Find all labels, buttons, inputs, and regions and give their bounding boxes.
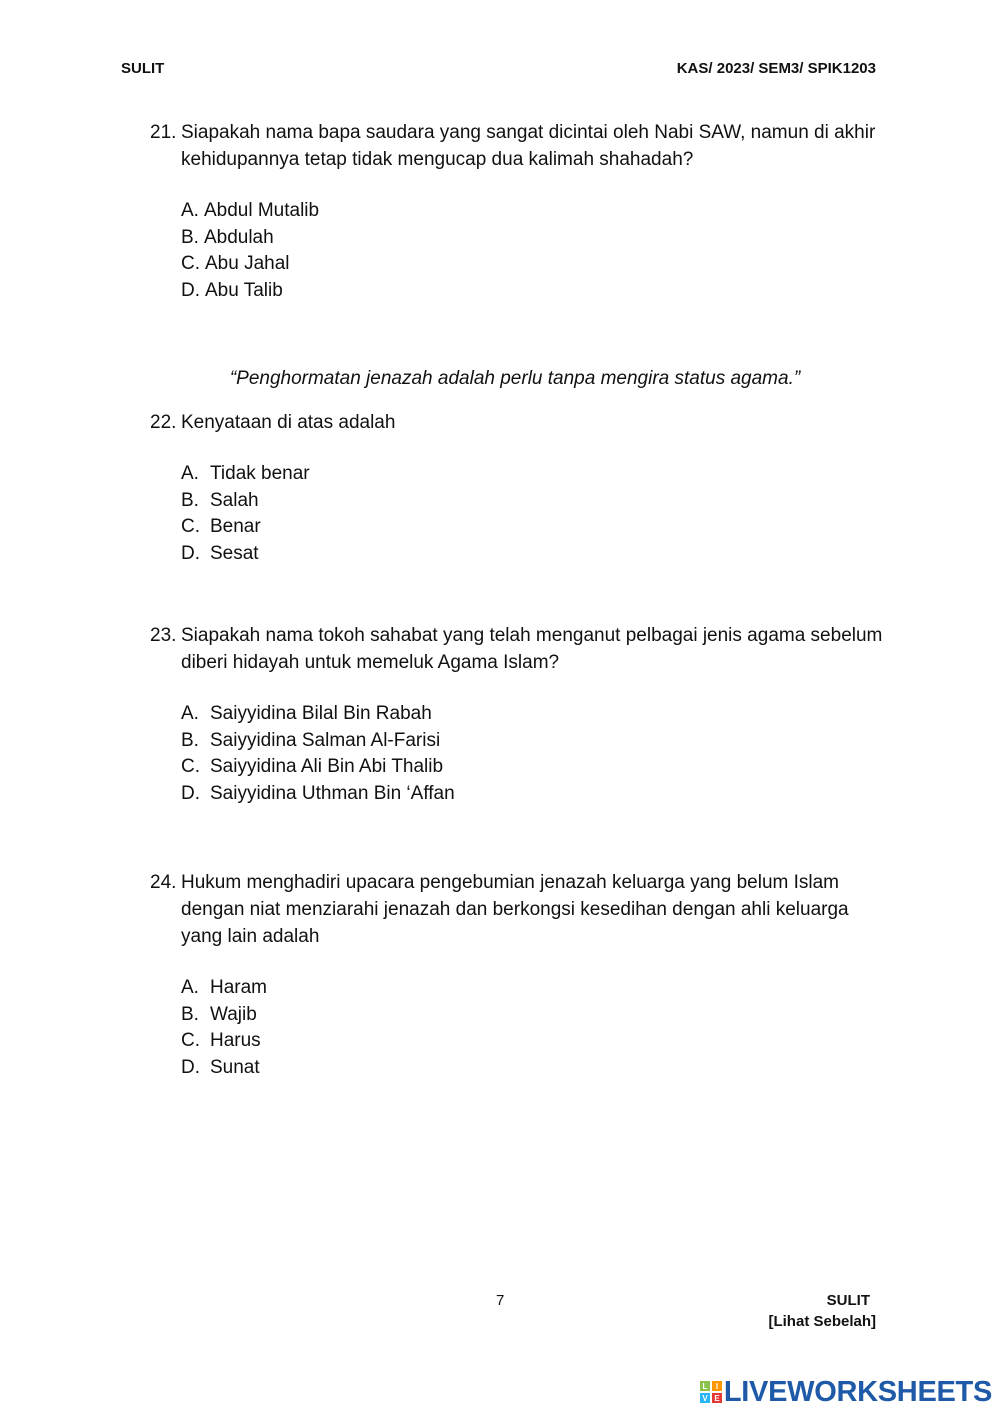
option-text: Salah	[210, 489, 259, 511]
option-letter: B.	[181, 729, 199, 751]
question-23	[150, 622, 890, 808]
question-number: 21.	[150, 122, 177, 143]
option-letter: B.	[181, 1003, 199, 1025]
option-text: Abu Jahal	[205, 253, 290, 275]
option-text: Benar	[210, 516, 261, 538]
option-letter: C.	[181, 1030, 200, 1052]
option-a[interactable]	[181, 461, 890, 488]
option-b[interactable]	[181, 225, 890, 252]
quote-statement: “Penghormatan jenazah adalah perlu tanpa mengira status agama.”	[229, 368, 801, 389]
question-number: 23.	[150, 625, 177, 646]
options-list	[181, 461, 890, 568]
option-letter: C.	[181, 516, 200, 538]
liveworksheets-watermark[interactable]	[700, 1377, 992, 1407]
option-text: Abdulah	[203, 226, 274, 248]
question-text: Siapakah nama bapa saudara yang sangat dicintai oleh Nabi SAW, namun di akhir kehidupannya tetap tidak mengucap dua kalimah shahadah?	[181, 122, 876, 170]
footer-sulit: SULIT	[826, 1292, 870, 1309]
question-22	[150, 409, 890, 568]
header-right: KAS/ 2023/ SEM3/ SPIK1203	[676, 60, 876, 77]
option-c[interactable]	[181, 1028, 890, 1055]
option-letter: B.	[181, 489, 199, 511]
option-d[interactable]	[181, 541, 890, 568]
option-a[interactable]	[181, 198, 890, 225]
option-b[interactable]	[181, 1002, 890, 1029]
options-list	[181, 975, 890, 1082]
option-letter: D.	[181, 280, 200, 302]
liveworksheets-wordmark: LIVEWORKSHEETS	[723, 1375, 992, 1408]
svg-text:V: V	[702, 1394, 708, 1403]
option-b[interactable]	[181, 728, 890, 755]
option-d[interactable]	[181, 278, 890, 305]
header-left: SULIT	[121, 60, 165, 77]
footer-lihat-sebelah: [Lihat Sebelah]	[768, 1313, 876, 1330]
option-c[interactable]	[181, 514, 890, 541]
option-b[interactable]	[181, 488, 890, 515]
question-21	[150, 119, 890, 305]
option-a[interactable]	[181, 975, 890, 1002]
option-text: Haram	[210, 977, 268, 998]
option-text: Saiyyidina Uthman Bin ‘Affan	[210, 783, 455, 805]
option-text: Saiyyidina Ali Bin Abi Thalib	[210, 756, 444, 778]
question-24	[150, 869, 890, 1082]
option-letter: D.	[181, 783, 200, 805]
option-letter: B.	[181, 226, 199, 248]
option-c[interactable]	[181, 754, 890, 781]
option-text: Sesat	[210, 543, 259, 565]
option-text: Wajib	[210, 1003, 257, 1025]
option-letter: A.	[181, 703, 199, 724]
option-letter: A.	[181, 200, 199, 221]
option-d[interactable]	[181, 781, 890, 808]
option-text: Sunat	[210, 1057, 260, 1079]
option-text: Saiyyidina Salman Al-Farisi	[210, 729, 441, 751]
question-text: Kenyataan di atas adalah	[181, 412, 396, 433]
option-text: Harus	[210, 1030, 261, 1052]
question-text: Siapakah nama tokoh sahabat yang telah menganut pelbagai jenis agama sebelum diberi hidayah untuk memeluk Agama Islam?	[181, 625, 883, 673]
svg-text:I: I	[715, 1382, 719, 1391]
option-letter: A.	[181, 463, 199, 484]
option-letter: D.	[181, 543, 200, 565]
question-text: Hukum menghadiri upacara pengebumian jenazah keluarga yang belum Islam dengan niat menziarahi jenazah dan berkongsi kesedihan dengan ahli keluarga yang lain adalah	[181, 872, 849, 947]
option-a[interactable]	[181, 701, 890, 728]
option-text: Saiyyidina Bilal Bin Rabah	[210, 703, 432, 724]
option-letter: A.	[181, 977, 199, 998]
option-c[interactable]	[181, 251, 890, 278]
options-list	[181, 198, 890, 305]
page-number: 7	[496, 1292, 505, 1309]
option-letter: C.	[181, 253, 200, 275]
option-text: Abdul Mutalib	[203, 200, 320, 221]
option-d[interactable]	[181, 1055, 890, 1082]
question-number: 24.	[150, 872, 177, 893]
option-letter: D.	[181, 1057, 200, 1079]
svg-text:L: L	[702, 1382, 708, 1391]
question-number: 22.	[150, 412, 177, 433]
option-text: Tidak benar	[210, 463, 310, 484]
option-text: Abu Talib	[205, 280, 283, 302]
option-letter: C.	[181, 756, 200, 778]
svg-text:E: E	[714, 1394, 720, 1403]
options-list	[181, 701, 890, 808]
liveworksheets-logo-icon	[700, 1381, 722, 1403]
